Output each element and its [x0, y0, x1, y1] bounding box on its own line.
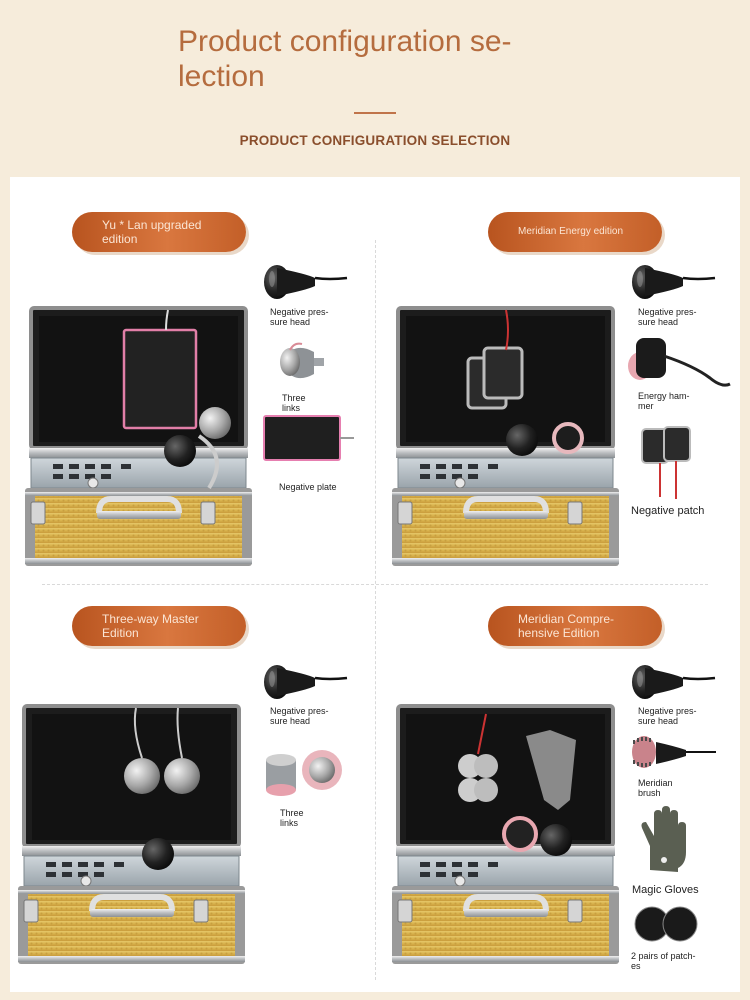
accessory-label	[270, 307, 329, 327]
accessory-label-1: Negative pres-	[638, 706, 697, 716]
horizontal-divider	[42, 584, 708, 585]
accessory-label-1: Negative patch	[631, 505, 705, 517]
accessory-label-2: sure head	[638, 317, 679, 327]
accessory-label-1: Negative pres-	[270, 706, 329, 716]
accessory-label-1: Magic Gloves	[632, 884, 699, 896]
accessory-label-2: mer	[638, 401, 654, 411]
suction-head-icon	[631, 664, 721, 700]
three-links-icon	[278, 342, 328, 382]
edition-name: Yu * Lan upgraded	[102, 218, 202, 232]
edition-name-2: hensive Edition	[518, 626, 600, 640]
accessory-label	[270, 706, 329, 726]
accessory-label-2: links	[282, 403, 301, 413]
accessory-label-2: sure head	[270, 317, 311, 327]
accessory-label	[631, 951, 696, 971]
beauty-device-case-image	[31, 308, 246, 566]
edition-name-2: Edition	[102, 626, 139, 640]
edition-badge-yu-lan	[72, 212, 246, 252]
glove-icon	[636, 810, 692, 874]
accessory-label-1: Negative pres-	[638, 307, 697, 317]
negative-patch-icon	[640, 427, 700, 503]
edition-badge-three-way	[72, 606, 246, 646]
beauty-device-case-image	[398, 308, 613, 566]
three-links-icon	[258, 740, 358, 798]
accessory-label-1: Negative pres-	[270, 307, 329, 317]
accessory-label-1: Negative plate	[279, 482, 337, 492]
accessory-label	[282, 393, 306, 413]
title-divider	[354, 112, 396, 114]
vertical-divider	[375, 240, 376, 980]
accessory-label	[638, 778, 673, 798]
beauty-device-case-image	[24, 706, 239, 964]
suction-head-icon	[631, 264, 721, 300]
page-subtitle: PRODUCT CONFIGURATION SELECTION	[239, 133, 511, 148]
edition-name: Meridian Compre-	[518, 612, 615, 626]
accessory-label-1: Three	[280, 808, 304, 818]
accessory-label-2: links	[280, 818, 299, 828]
accessory-label-1: 2 pairs of patch-	[631, 951, 696, 961]
accessory-label-2: es	[631, 961, 641, 971]
energy-hammer-icon	[626, 332, 736, 392]
page-title-line1: Product configuration se-	[178, 25, 512, 58]
patches-icon	[634, 906, 698, 942]
accessory-label	[638, 391, 690, 411]
suction-head-icon	[263, 664, 353, 700]
edition-name: Meridian Energy edition	[518, 226, 624, 237]
accessory-label-2: sure head	[270, 716, 311, 726]
meridian-brush-icon	[628, 732, 720, 772]
edition-name: Three-way Master	[102, 612, 199, 626]
page-title-line2: lection	[178, 60, 265, 93]
edition-badge-meridian-comprehensive	[488, 606, 662, 646]
edition-name-2: edition	[102, 232, 138, 246]
accessory-label	[638, 706, 697, 726]
accessory-label-2: sure head	[638, 716, 679, 726]
accessory-label	[631, 505, 704, 517]
accessory-label	[632, 884, 699, 896]
accessory-label-2: brush	[638, 788, 661, 798]
accessory-label	[280, 808, 304, 828]
edition-badge-meridian-energy	[488, 212, 662, 252]
negative-plate-icon	[262, 414, 358, 462]
beauty-device-case-image	[398, 706, 613, 964]
accessory-label-1: Three	[282, 393, 306, 403]
accessory-label	[279, 482, 337, 492]
accessory-label	[638, 307, 697, 327]
suction-head-icon	[263, 264, 353, 300]
accessory-label-1: Meridian	[638, 778, 673, 788]
accessory-label-1: Energy ham-	[638, 391, 690, 401]
